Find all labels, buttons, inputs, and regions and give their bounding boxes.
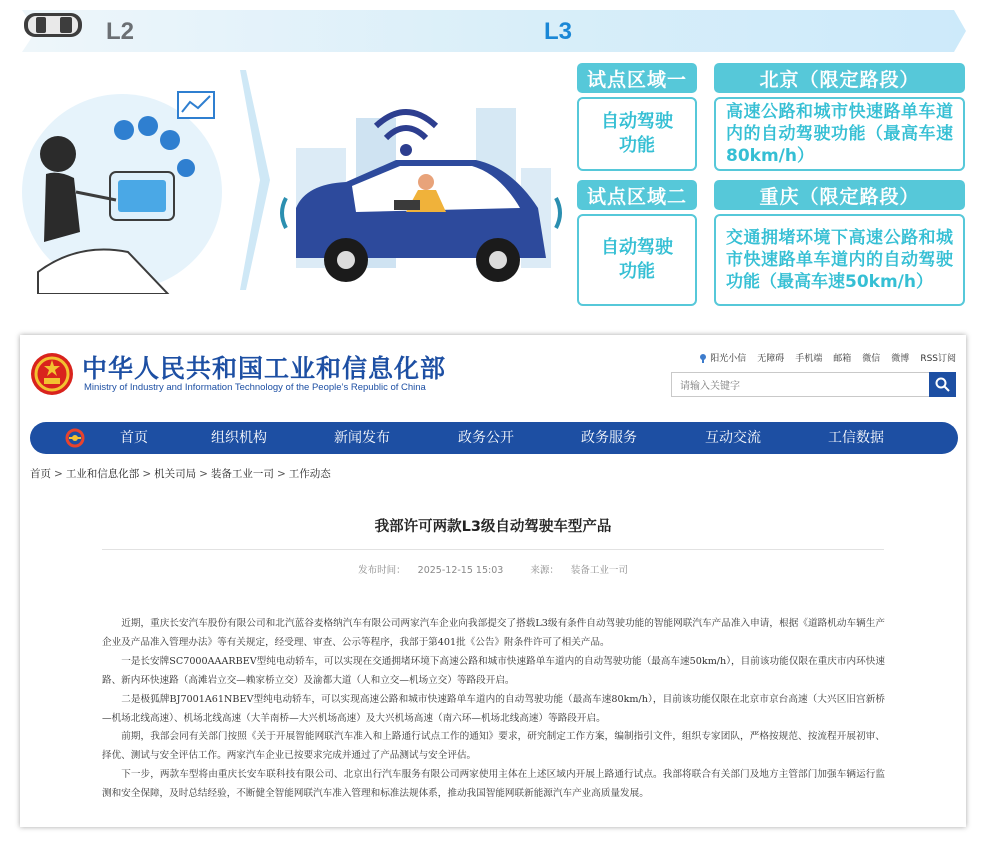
article-paragraph: 下一步，两款车型将由重庆长安车联科技有限公司、北京出行汽车服务有限公司两家使用主体在上述区域内开展上路通行试点。我部将联合有关部门及地方主管部门加强车辆运行监测和安全保障，及时总结经验，不断健全智能网联汽车准入管理和标准法规体系，推动我国智能网联新能源汽车产业高质量发展。 [102, 769, 885, 800]
publish-time-label: 发布时间： [358, 565, 406, 576]
top-link-weibo[interactable]: 微博 [891, 354, 910, 364]
nav-interaction[interactable]: 互动交流 [705, 430, 761, 446]
national-emblem-icon [30, 352, 74, 396]
l3-autonomous-car-illustration [276, 88, 566, 298]
search-input[interactable]: 请输入关键字 [671, 372, 929, 397]
nav-data[interactable]: 工信数据 [828, 430, 884, 446]
nav-government-services[interactable]: 政务服务 [581, 430, 637, 446]
title-divider [102, 549, 884, 550]
article-paragraph: 一是长安牌SC7000AAARBEV型纯电动轿车，可以实现在交通拥堵环境下高速公路和城市快速路单车道内的自动驾驶功能（最高车速50km/h），目前该功能仅限在重庆市内环快速路、新内环快速路（高滩岩立交—赖家桥立交）及渝都大道（人和立交—机场立交）等路段开启。 [102, 655, 885, 686]
top-link-mobile[interactable]: 手机端 [795, 354, 823, 364]
breadcrumb-item[interactable]: 工业和信息化部 [65, 468, 140, 480]
top-links [698, 351, 956, 364]
breadcrumb-item[interactable]: 机关司局 [154, 468, 197, 480]
article-meta [20, 562, 966, 576]
site-title-cn: 中华人民共和国工业和信息化部 [82, 354, 447, 383]
level-l3-label: L3 [544, 18, 573, 45]
zone-2-description: 交通拥堵环境下高速公路和城市快速路单车道内的自动驾驶功能（最高车速50km/h） [714, 214, 965, 306]
nav-news[interactable]: 新闻发布 [334, 430, 390, 446]
breadcrumb: 首页 > 工业和信息化部 > 机关司局 > 装备工业一司 > 工作动态 [30, 468, 331, 480]
transition-chevron [240, 70, 270, 290]
sunshine-icon [698, 353, 708, 363]
top-link-wechat[interactable]: 微信 [862, 354, 881, 364]
breadcrumb-item[interactable]: 工作动态 [288, 468, 331, 480]
article-paragraph: 二是极狐牌BJ7001A61NBEV型纯电动轿车，可以实现高速公路和城市快速路单车道内的自动驾驶功能（最高车速80km/h），目前该功能仅限在北京市京台高速（大兴区旧宫新桥—机场北线高速）、机场北线高速（大羊南桥—大兴机场高速）及大兴机场高速（南六环—机场北线高速）等路段开启。 [102, 693, 885, 724]
nav-organization[interactable]: 组织机构 [211, 430, 267, 446]
car-top-view-icon [22, 10, 84, 40]
miit-webpage-screenshot [20, 335, 966, 827]
zone-1-description: 高速公路和城市快速路单车道内的自动驾驶功能（最高车速80km/h） [714, 97, 965, 171]
article-paragraph: 近期，重庆长安汽车股份有限公司和北汽蓝谷麦格纳汽车有限公司两家汽车企业向我部提交了搭载L3级有条件自动驾驶功能的智能网联汽车产品准入申请，根据《道路机动车辆生产企业及产品准入管理办法》等有关规定，经受理、审查、公示等程序，我部于第401批《公告》附条件许可了相关产品。 [102, 618, 885, 648]
zone-1-label: 试点区域一 [577, 63, 697, 93]
main-nav [30, 422, 958, 454]
source-value: 装备工业一司 [570, 565, 628, 576]
nav-home[interactable]: 首页 [120, 430, 148, 446]
level-banner [22, 10, 966, 52]
zone-2-label: 试点区域二 [577, 180, 697, 210]
article-body [102, 615, 885, 804]
top-link-accessibility[interactable]: 无障碍 [757, 354, 785, 364]
breadcrumb-item[interactable]: 装备工业一司 [210, 468, 274, 480]
ministry-logo-icon[interactable] [64, 428, 86, 448]
l2-driver-illustration [18, 82, 226, 294]
zone-1-city-label: 北京（限定路段） [714, 63, 965, 93]
publish-time: 2025-12-15 15:03 [417, 565, 504, 576]
search-button[interactable] [929, 372, 956, 397]
zone-2-function-box: 自动驾驶功能 [577, 214, 697, 306]
search-icon [935, 377, 950, 392]
banner-arrow-shape [22, 10, 966, 52]
breadcrumb-item[interactable]: 首页 [30, 468, 51, 480]
zone-2-city-label: 重庆（限定路段） [714, 180, 965, 210]
nav-government-affairs[interactable]: 政务公开 [458, 430, 514, 446]
zone-1-function-box: 自动驾驶功能 [577, 97, 697, 171]
level-l2-label: L2 [106, 18, 135, 45]
site-title-en: Ministry of Industry and Information Technology of the People’s Republic of China [84, 382, 426, 393]
article-paragraph: 前期，我部会同有关部门按照《关于开展智能网联汽车准入和上路通行试点工作的通知》要求，研究制定工作方案，编制指引文件，组织专家团队，严格按规范、按流程开展初审、择优、测试与安全评估工作。两家汽车企业已按要求完成并通过了产品测试与安全评估。 [102, 731, 885, 762]
article-title: 我部许可两款L3级自动驾驶车型产品 [374, 519, 612, 535]
top-link-mail[interactable]: 邮箱 [833, 354, 852, 364]
top-link-rss[interactable]: RSS订阅 [920, 354, 956, 364]
top-link-sunshine[interactable]: 阳光小信 [698, 351, 746, 364]
source-label: 来源： [530, 565, 559, 576]
